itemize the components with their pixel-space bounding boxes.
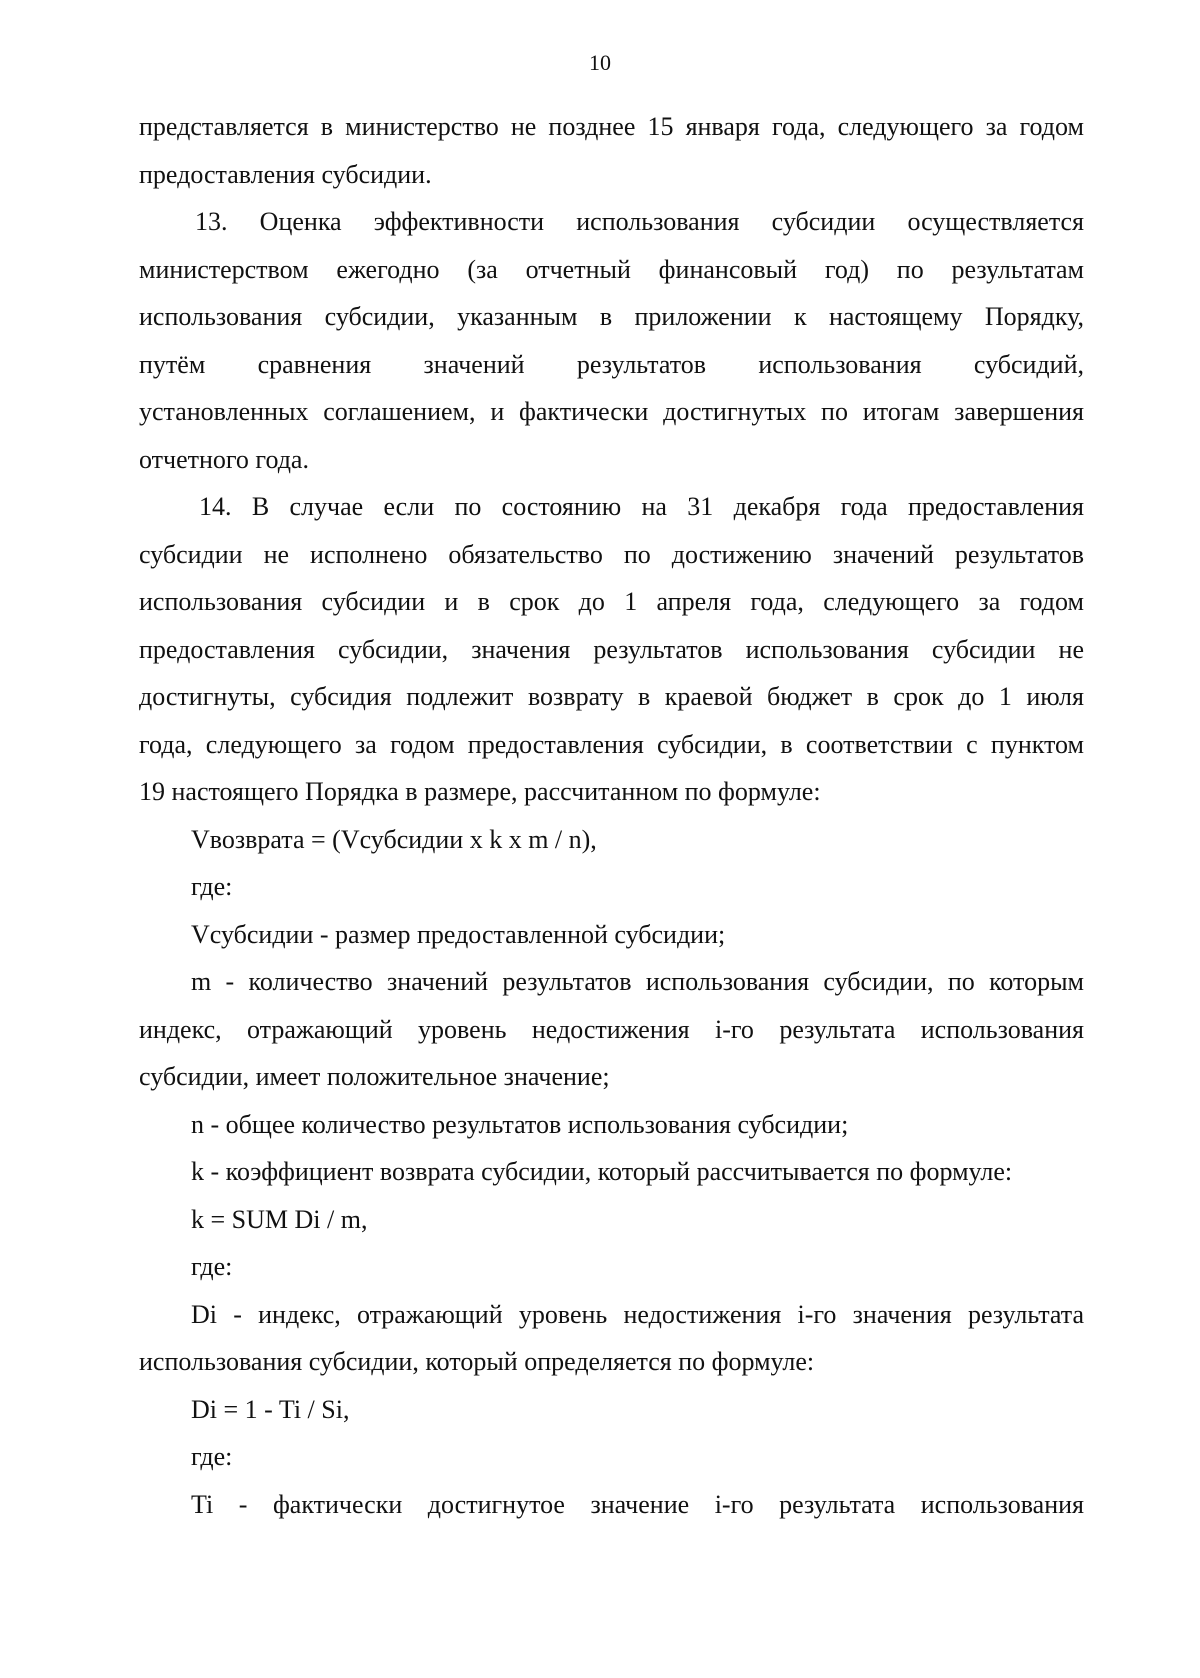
definition-m: m - количество значений результатов использования субсидии, по которым: [191, 967, 1084, 996]
text-line: субсидии не исполнено обязательство по достижению значений результатов: [139, 539, 1084, 569]
text-line: 19 настоящего Порядка в размере, рассчитанном по формуле:: [139, 777, 821, 806]
formula-v-return: Vвозврата = (Vсубсидии x k x m / n),: [191, 824, 597, 854]
definition-k: k - коэффициент возврата субсидии, который рассчитывается по формуле:: [191, 1157, 1013, 1186]
formula-k: k = SUM Di / m,: [191, 1204, 368, 1234]
where-label: где:: [191, 872, 233, 901]
formula-di: Di = 1 - Ti / Si,: [191, 1394, 350, 1424]
text-line: отчетного года.: [139, 444, 309, 474]
paragraph-14-line: 14. В случае если по состоянию на 31 декабря года предоставления: [199, 492, 1084, 521]
text-line: предоставления субсидии.: [139, 159, 432, 189]
text-line: министерством ежегодно (за отчетный финансовый год) по результатам: [139, 254, 1084, 284]
definition-v-subsidy: Vсубсидии - размер предоставленной субсидии;: [191, 919, 726, 949]
page-number: 10: [589, 50, 611, 75]
definition-ti: Ti - фактически достигнутое значение i-го результата использования: [191, 1489, 1084, 1519]
text-line: достигнуты, субсидия подлежит возврату в краевой бюджет в срок до 1 июля: [139, 682, 1084, 711]
definition-n: n - общее количество результатов использования субсидии;: [191, 1109, 849, 1139]
definition-di: Di - индекс, отражающий уровень недостижения i-го значения результата: [191, 1299, 1084, 1329]
text-line: использования субсидии и в срок до 1 апреля года, следующего за годом: [139, 587, 1084, 616]
text-line: индекс, отражающий уровень недостижения i-го результата использования: [139, 1014, 1084, 1044]
text-line: установленных соглашением, и фактически достигнутых по итогам завершения: [139, 397, 1084, 426]
text-line: использования субсидии, указанным в приложении к настоящему Порядку,: [139, 302, 1084, 331]
text-line: использования субсидии, который определяется по формуле:: [139, 1347, 815, 1376]
text-line: путём сравнения значений результатов использования субсидий,: [139, 349, 1084, 379]
text-line: предоставления субсидии, значения результатов использования субсидии не: [139, 634, 1084, 664]
document-body: [139, 103, 1084, 1528]
where-label: где:: [191, 1252, 233, 1281]
text-line: представляется в министерство не позднее 15 января года, следующего за годом: [139, 112, 1084, 141]
text-line: года, следующего за годом предоставления субсидии, в соответствии с пунктом: [139, 729, 1084, 759]
paragraph-13-line: 13. Оценка эффективности использования субсидии осуществляется: [195, 207, 1084, 236]
text-line: субсидии, имеет положительное значение;: [139, 1062, 610, 1091]
where-label: где:: [191, 1442, 233, 1471]
